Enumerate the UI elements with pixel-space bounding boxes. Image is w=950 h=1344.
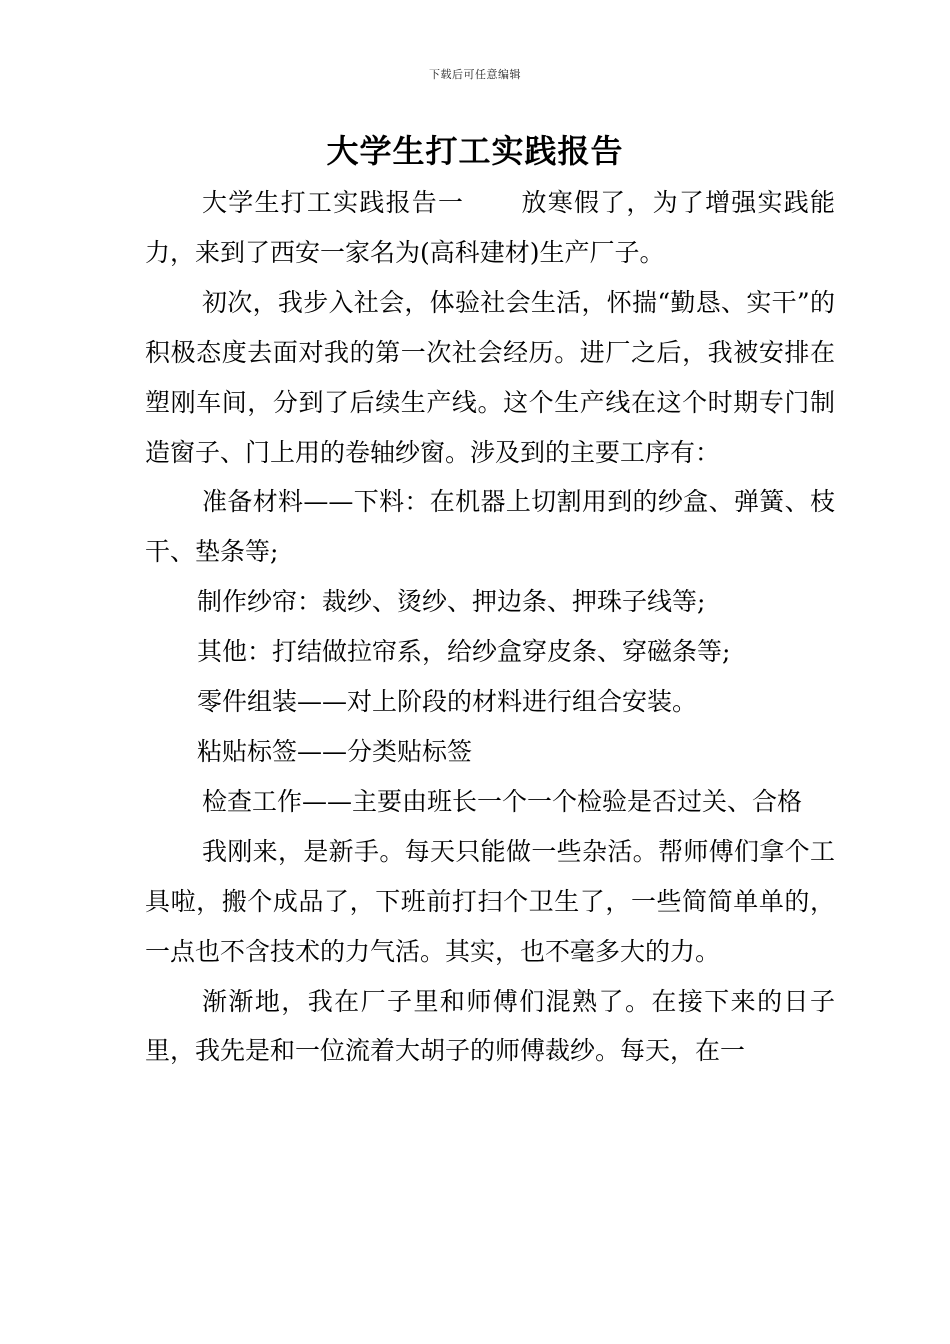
paragraph-4: 制作纱帘：裁纱、烫纱、押边条、押珠子线等; [197,587,706,617]
paragraph-3: 准备材料——下料：在机器上切割用到的纱盒、弹簧、枝干、垫条等; [145,487,835,567]
document-title: 大学生打工实践报告 [326,132,624,170]
header-note: 下载后可任意编辑 [429,68,521,81]
paragraph-text: 放寒假了，为了增强实践能力，来到了西安一家名为(高科建材)生产厂子。 [145,188,835,267]
paragraph-5: 其他：打结做拉帘系，给纱盒穿皮条、穿磁条等; [197,637,731,667]
paragraph-lead: 大学生打工实践报告一 [202,188,465,217]
paragraph-8: 检查工作——主要由班长一个一个检验是否过关、合格 [202,786,803,816]
paragraph-1 [145,178,835,278]
paragraph-6: 零件组装——对上阶段的材料进行组合安装。 [197,687,698,717]
paragraph-10: 渐渐地，我在厂子里和师傅们混熟了。在接下来的日子里，我先是和一位流着大胡子的师傅裁纱。每天，在一 [145,986,835,1066]
paragraph-7: 粘贴标签——分类贴标签 [197,736,473,766]
paragraph-9: 我刚来，是新手。每天只能做一些杂活。帮师傅们拿个工具啦，搬个成品了，下班前打扫个卫生了，一些简简单单的，一点也不含技术的力气活。其实，也不毫多大的力。 [145,836,835,966]
paragraph-2: 初次，我步入社会，体验社会生活，怀揣“勤恳、实干”的积极态度去面对我的第一次社会经历。进厂之后，我被安排在塑刚车间，分到了后续生产线。这个生产线在这个时期专门制造窗子、门上用的卷轴纱窗。涉及到的主要工序有： [145,287,835,467]
document-body [145,178,835,1076]
